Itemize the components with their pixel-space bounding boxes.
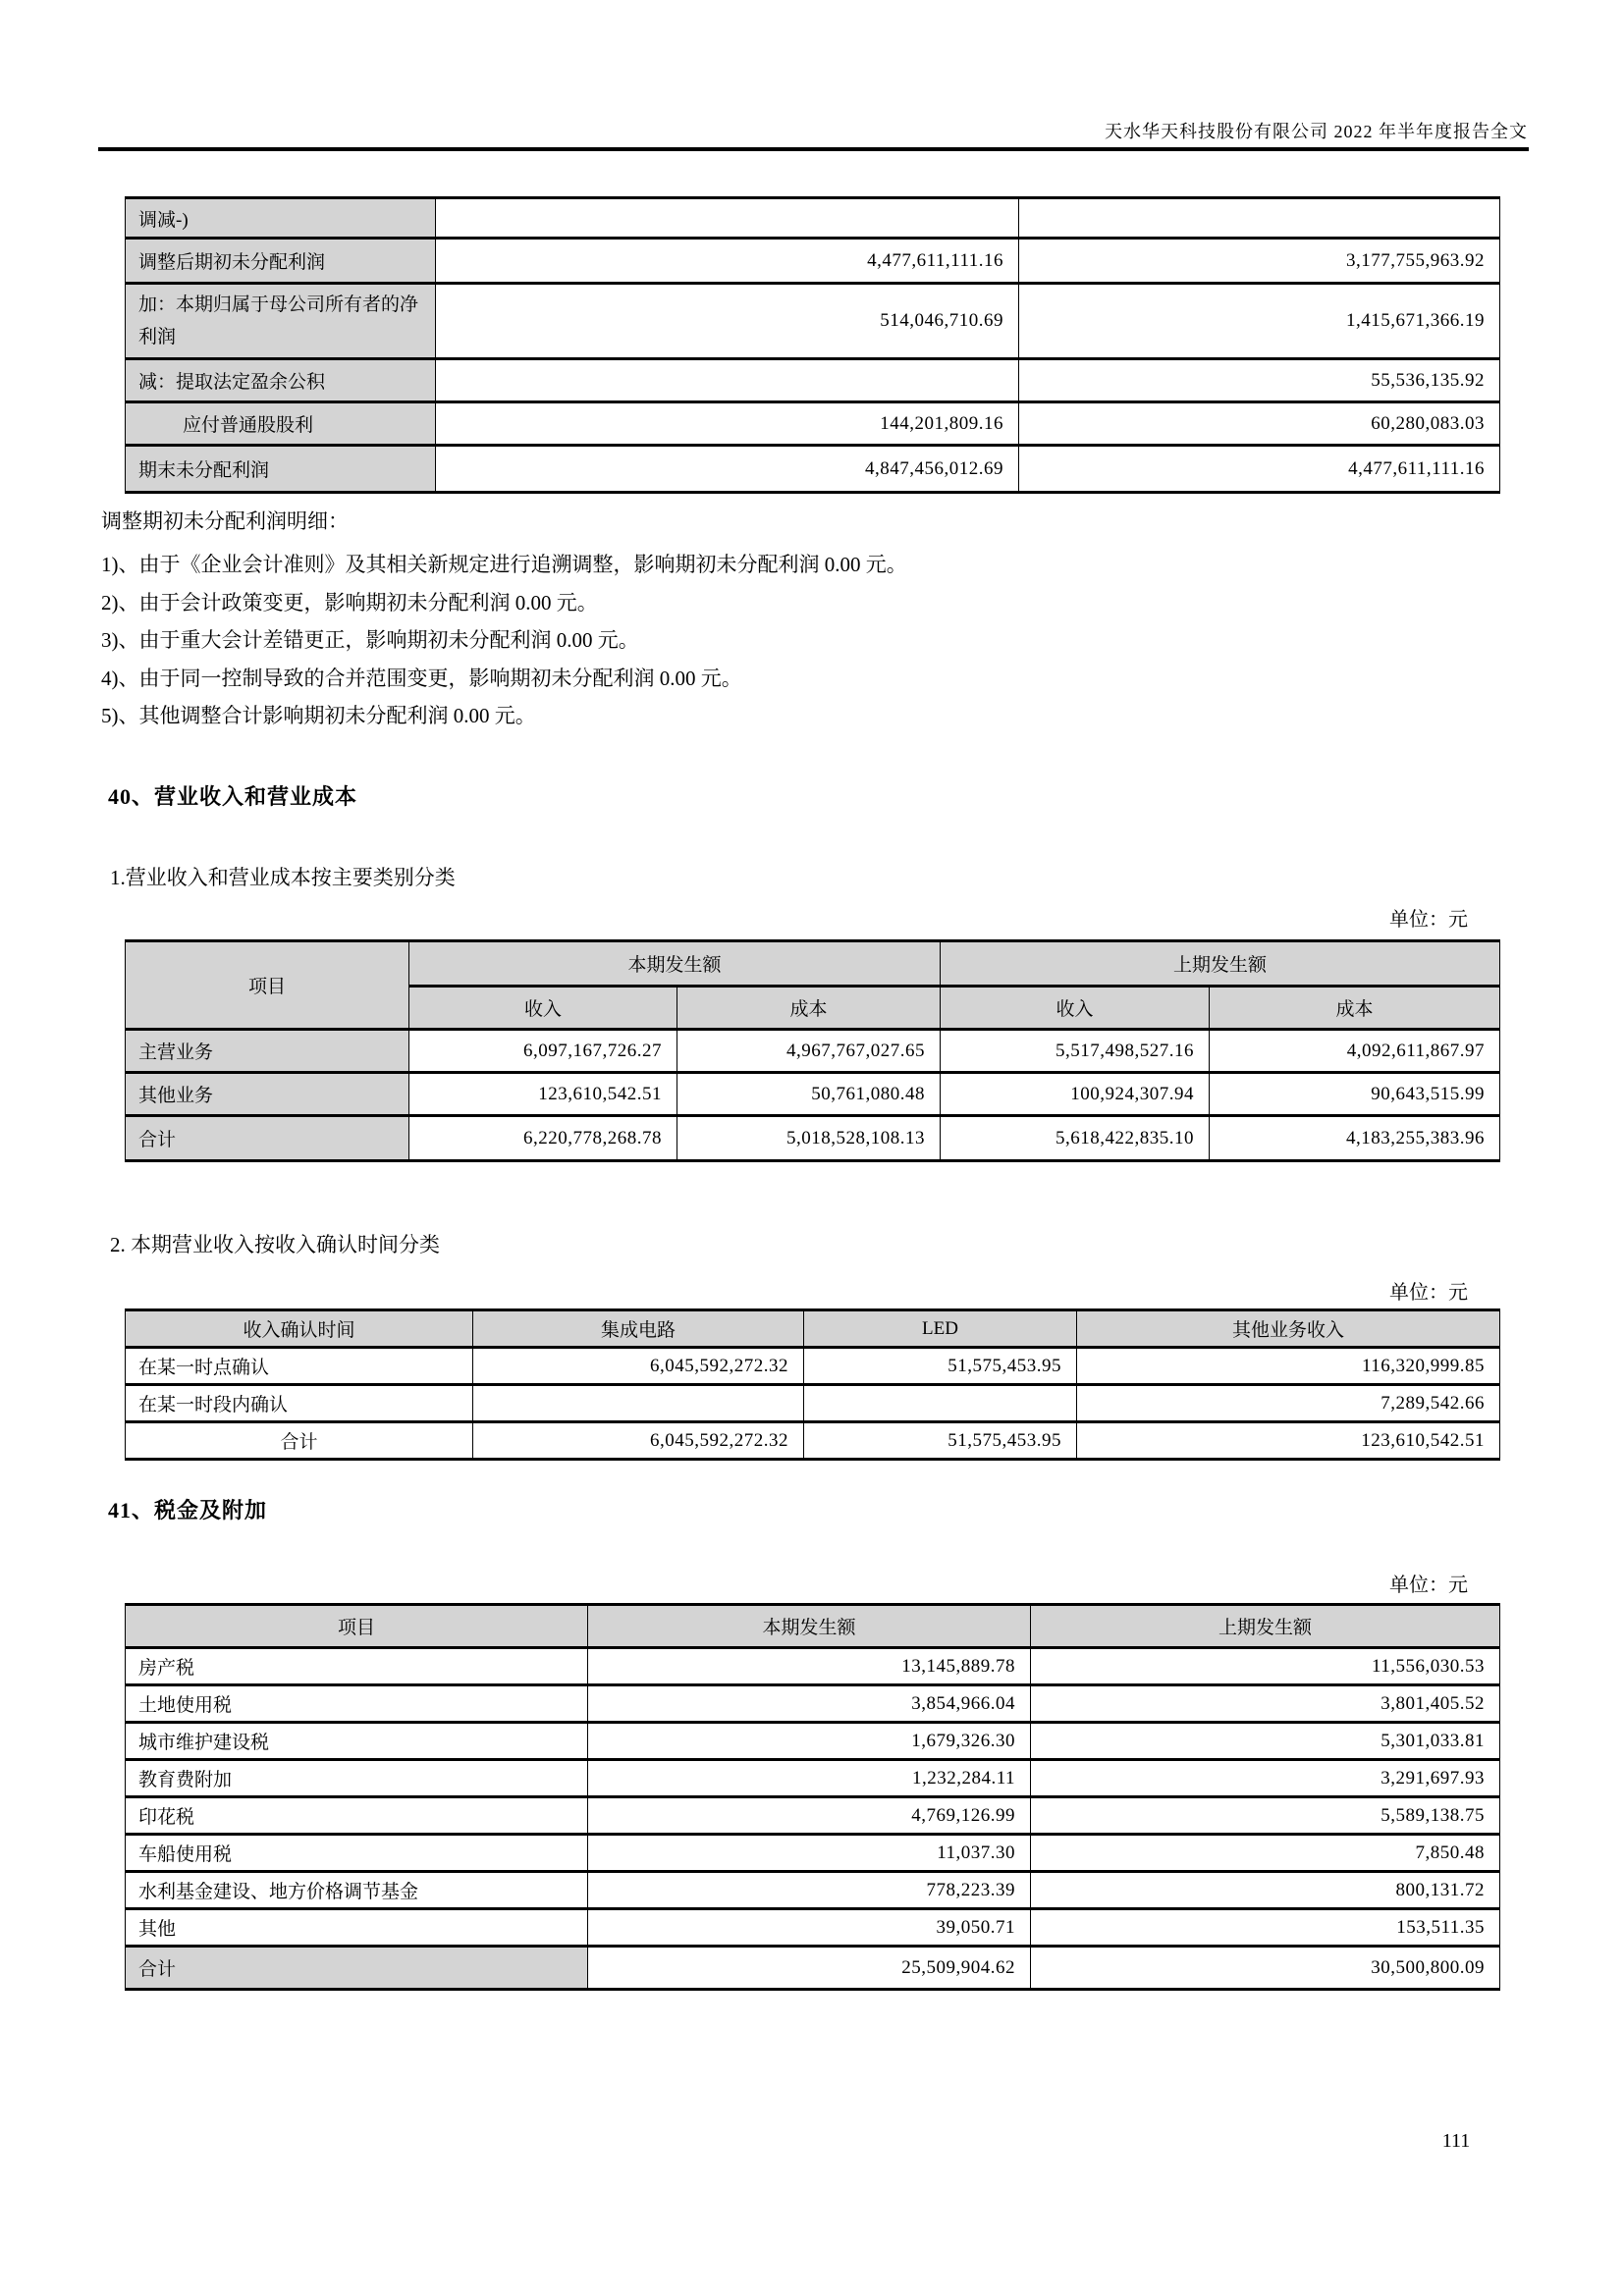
undistributed-profit-table [125,196,1500,494]
current-amount: 4,477,611,111.16 [436,239,1019,284]
table-row [126,1723,1500,1760]
section-40-title: 40、营业收入和营业成本 [108,784,358,809]
table-row [126,1947,1500,1990]
table-row [126,402,1500,446]
row-label: 合计 [126,1422,473,1460]
current-amount: 25,509,904.62 [588,1947,1031,1990]
col-header-prior-period: 上期发生额 [1031,1605,1500,1648]
led-amount: 51,575,453.95 [804,1422,1077,1460]
ic-amount: 6,045,592,272.32 [473,1422,804,1460]
prior-amount: 55,536,135.92 [1019,359,1500,402]
other-amount: 7,289,542.66 [1077,1385,1500,1422]
current-income: 6,220,778,268.78 [409,1116,677,1161]
prior-cost: 4,183,255,383.96 [1210,1116,1500,1161]
prior-amount: 7,850.48 [1031,1835,1500,1872]
table-row [126,1116,1500,1161]
row-label: 车船使用税 [126,1835,588,1872]
document-header-title: 天水华天科技股份有限公司 2022 年半年度报告全文 [1105,122,1528,141]
table-row [126,1685,1500,1723]
col-header-income: 收入 [409,987,677,1030]
row-label: 合计 [126,1947,588,1990]
prior-amount: 5,301,033.81 [1031,1723,1500,1760]
col-header-cost: 成本 [677,987,941,1030]
prior-cost: 90,643,515.99 [1210,1073,1500,1116]
col-header-current-period: 本期发生额 [588,1605,1031,1648]
other-amount: 116,320,999.85 [1077,1348,1500,1385]
prior-amount: 3,291,697.93 [1031,1760,1500,1797]
prior-income: 5,618,422,835.10 [941,1116,1210,1161]
current-cost: 5,018,528,108.13 [677,1116,941,1161]
prior-amount: 60,280,083.03 [1019,402,1500,446]
table-row [126,1909,1500,1947]
row-label: 教育费附加 [126,1760,588,1797]
unit-label: 单位：元 [1389,1282,1468,1304]
adjustment-note-list [101,546,907,735]
page-number: 111 [1441,2130,1471,2152]
current-amount: 778,223.39 [588,1872,1031,1909]
current-cost: 50,761,080.48 [677,1073,941,1116]
col-header-item: 项目 [126,941,409,1030]
section-41-title: 41、税金及附加 [108,1498,268,1522]
prior-amount: 11,556,030.53 [1031,1648,1500,1685]
table-row [126,1030,1500,1073]
current-amount: 13,145,889.78 [588,1648,1031,1685]
prior-income: 100,924,307.94 [941,1073,1210,1116]
row-label: 其他 [126,1909,588,1947]
col-header-income: 收入 [941,987,1210,1030]
prior-income: 5,517,498,527.16 [941,1030,1210,1073]
current-cost: 4,967,767,027.65 [677,1030,941,1073]
table-header-row [126,1310,1500,1348]
row-label: 其他业务 [126,1073,409,1116]
col-header-other-income: 其他业务收入 [1077,1310,1500,1348]
col-header-item: 项目 [126,1605,588,1648]
current-amount [436,198,1019,239]
row-label: 调整后期初未分配利润 [126,239,436,284]
current-amount: 4,847,456,012.69 [436,446,1019,493]
note-item-2: 2)、由于会计政策变更，影响期初未分配利润 0.00 元。 [101,590,598,614]
current-amount: 1,232,284.11 [588,1760,1031,1797]
col-header-recognition-time: 收入确认时间 [126,1310,473,1348]
row-label: 在某一时点确认 [126,1348,473,1385]
adjustment-note-intro: 调整期初未分配利润明细： [101,509,349,533]
table-header-row [126,1605,1500,1648]
current-amount [436,359,1019,402]
col-header-led: LED [804,1310,1077,1348]
table-row [126,1385,1500,1422]
note-item-3: 3)、由于重大会计差错更正，影响期初未分配利润 0.00 元。 [101,628,639,652]
current-amount: 39,050.71 [588,1909,1031,1947]
row-label: 合计 [126,1116,409,1161]
section-40-sub2: 2. 本期营业收入按收入确认时间分类 [110,1233,440,1256]
current-amount: 514,046,710.69 [436,284,1019,359]
note-item-5: 5)、其他调整合计影响期初未分配利润 0.00 元。 [101,704,536,727]
prior-cost: 4,092,611,867.97 [1210,1030,1500,1073]
row-label: 加：本期归属于母公司所有者的净利润 [126,284,436,359]
current-income: 123,610,542.51 [409,1073,677,1116]
note-item-1: 1)、由于《企业会计准则》及其相关新规定进行追溯调整，影响期初未分配利润 0.00 元。 [101,553,907,576]
prior-amount: 3,801,405.52 [1031,1685,1500,1723]
col-header-ic: 集成电路 [473,1310,804,1348]
table-row [126,198,1500,239]
row-label: 水利基金建设、地方价格调节基金 [126,1872,588,1909]
prior-amount: 30,500,800.09 [1031,1947,1500,1990]
row-label: 城市维护建设税 [126,1723,588,1760]
section-40-sub1: 1.营业收入和营业成本按主要类别分类 [110,866,456,889]
prior-amount: 5,589,138.75 [1031,1797,1500,1835]
led-amount: 51,575,453.95 [804,1348,1077,1385]
led-amount [804,1385,1077,1422]
row-label: 房产税 [126,1648,588,1685]
table-row [126,1422,1500,1460]
table-row [126,284,1500,359]
prior-amount: 800,131.72 [1031,1872,1500,1909]
row-label: 减：提取法定盈余公积 [126,359,436,402]
row-label: 印花税 [126,1797,588,1835]
prior-amount: 4,477,611,111.16 [1019,446,1500,493]
current-income: 6,097,167,726.27 [409,1030,677,1073]
current-amount: 4,769,126.99 [588,1797,1031,1835]
table-row [126,1760,1500,1797]
row-label: 应付普通股股利 [126,402,436,446]
prior-amount: 3,177,755,963.92 [1019,239,1500,284]
table-row [126,1872,1500,1909]
current-amount: 3,854,966.04 [588,1685,1031,1723]
ic-amount: 6,045,592,272.32 [473,1348,804,1385]
col-header-prior-period: 上期发生额 [941,941,1500,987]
row-label: 调减-) [126,198,436,239]
table-row [126,1797,1500,1835]
table-row [126,1835,1500,1872]
table-row [126,1648,1500,1685]
row-label: 在某一时段内确认 [126,1385,473,1422]
table-row [126,359,1500,402]
col-header-cost: 成本 [1210,987,1500,1030]
revenue-cost-by-category-table [125,939,1500,1162]
col-header-current-period: 本期发生额 [409,941,941,987]
table-header-row [126,941,1500,987]
ic-amount [473,1385,804,1422]
current-amount: 11,037.30 [588,1835,1031,1872]
prior-amount: 1,415,671,366.19 [1019,284,1500,359]
row-label: 主营业务 [126,1030,409,1073]
table-row [126,1073,1500,1116]
taxes-and-surcharges-table [125,1603,1500,1991]
revenue-by-recognition-time-table [125,1308,1500,1461]
table-row [126,446,1500,493]
current-amount: 1,679,326.30 [588,1723,1031,1760]
note-item-4: 4)、由于同一控制导致的合并范围变更，影响期初未分配利润 0.00 元。 [101,666,742,690]
current-amount: 144,201,809.16 [436,402,1019,446]
unit-label: 单位：元 [1389,1575,1468,1596]
unit-label: 单位：元 [1389,909,1468,931]
other-amount: 123,610,542.51 [1077,1422,1500,1460]
row-label: 期末未分配利润 [126,446,436,493]
row-label: 土地使用税 [126,1685,588,1723]
header-rule [98,147,1529,151]
prior-amount: 153,511.35 [1031,1909,1500,1947]
prior-amount [1019,198,1500,239]
table-row [126,239,1500,284]
table-row [126,1348,1500,1385]
